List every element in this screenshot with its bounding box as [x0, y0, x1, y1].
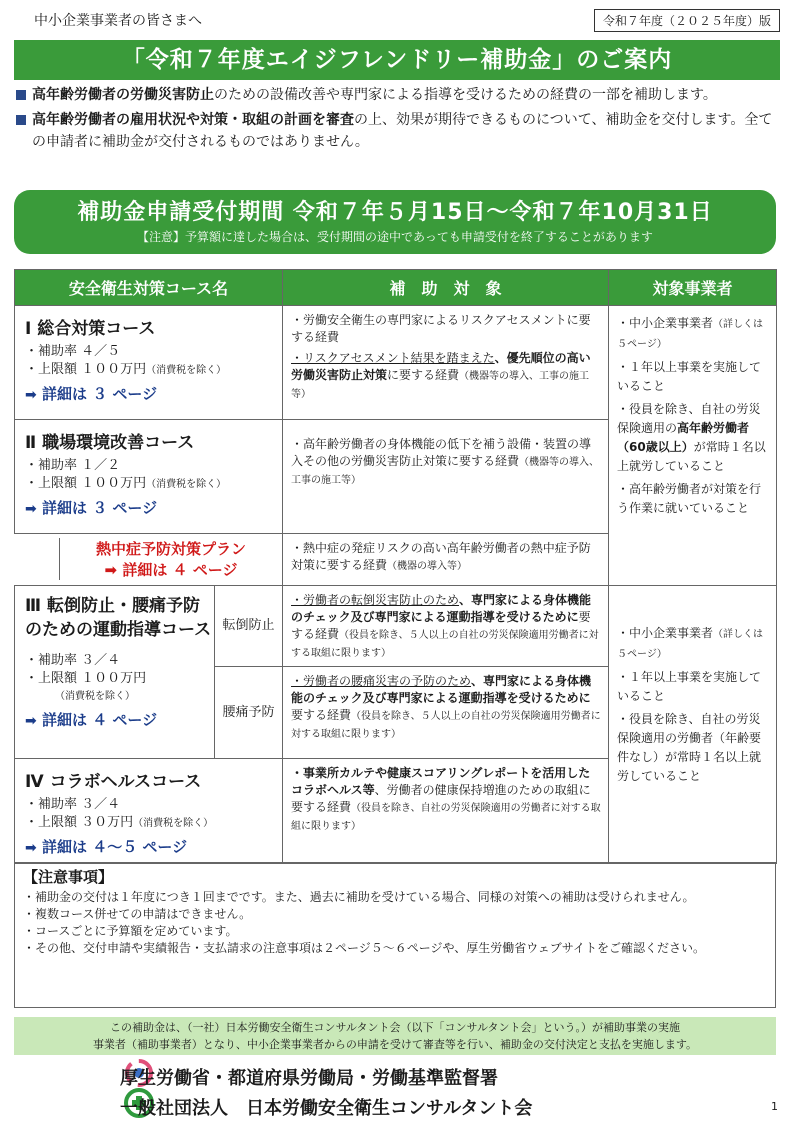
course-3-detail-link[interactable]: ➡ 詳細は ４ ページ	[25, 711, 158, 729]
sub-back-pain-prevention: 腰痛予防	[215, 667, 283, 759]
course-4-name: Ⅳ コラボヘルスコース	[25, 772, 202, 792]
arrow-right-icon: ➡	[25, 387, 37, 403]
arrow-right-icon: ➡	[25, 840, 37, 856]
heat-plan-target: ・熱中症の発症リスクの高い高年齢労働者の熱中症予防対策に要する経費（機器の導入等）	[283, 534, 609, 586]
year-badge: 令和７年度（２０２５年度）版	[594, 9, 780, 32]
course-1-limit: ・上限額 １００万円（消費税を除く）	[25, 362, 227, 377]
course-3-target-back: ・労働者の腰痛災害の予防のため、専門家による身体機能のチェック及び専門家による運動指導を受けるために要する経費（役員を除き、５人以上の自社の労災保険適用労働者に対する取組に限ります）	[283, 667, 609, 759]
period-dates: 補助金申請受付期間 令和７年５月15日～令和７年10月31日	[77, 200, 713, 225]
caution-item: ・複数コース併せての申請はできません。	[23, 907, 252, 921]
caution-item: ・補助金の交付は１年度につき１回までです。また、過去に補助を受けている場合、同様の対策への補助は受けられません。	[23, 890, 695, 904]
arrow-right-icon: ➡	[25, 713, 37, 729]
page-title: 「令和７年度エイジフレンドリー補助金」のご案内	[14, 40, 780, 80]
eligible-group-2: ・中小企業事業者（詳しくは５ページ） ・１年以上事業を実施していること ・役員を除き、自社の労災保険適用の労働者（年齢要件なし）が常時１名以上就労していること	[609, 586, 777, 864]
course-3-rate: ・補助率 ３／４	[25, 653, 121, 668]
course-1-name: Ⅰ 総合対策コース	[25, 319, 156, 339]
course-table	[14, 269, 777, 864]
header-target: 補 助 対 象	[283, 270, 609, 306]
cautions-box	[14, 862, 776, 1008]
course-3-limit: ・上限額 １００万円	[25, 671, 147, 686]
caution-item: ・その他、交付申請や実績報告・支払請求の注意事項は２ページ５～６ページや、厚生労働省ウェブサイトをご確認ください。	[23, 941, 705, 955]
course-2-detail-link[interactable]: ➡ 詳細は ３ ページ	[25, 499, 158, 517]
intro-section	[14, 84, 784, 156]
heat-plan-cell	[15, 534, 283, 586]
course-1-target: ・労働安全衛生の専門家によるリスクアセスメントに要する経費 ・リスクアセスメント結果を踏まえた、優先順位の高い労働災害防止対策に要する経費（機器等の導入、工事の施工等）	[283, 306, 609, 420]
header-eligible: 対象事業者	[609, 270, 777, 306]
eligible-group-1: ・中小企業事業者（詳しくは５ページ） ・１年以上事業を実施していること ・役員を除き、自社の労災保険適用の高年齢労働者（60歳以上）が常時１名以上就労していること ・高年齢労働者が対策を行う作業に就いていること	[609, 306, 777, 586]
heat-plan-name: 熱中症予防対策プラン	[96, 540, 247, 558]
heat-plan-detail-link[interactable]: ➡ 詳細は ４ ページ	[104, 561, 238, 579]
cautions-title: 【注意事項】	[23, 868, 114, 886]
page-number: 1	[771, 1100, 778, 1113]
course-4-detail-link[interactable]: ➡ 詳細は ４～５ ページ	[25, 838, 188, 856]
course-2-name: Ⅱ 職場環境改善コース	[25, 433, 195, 453]
sub-fall-prevention: 転倒防止	[215, 586, 283, 667]
course-1-detail-link[interactable]: ➡ 詳細は ３ ページ	[25, 385, 158, 403]
course-2-limit: ・上限額 １００万円（消費税を除く）	[25, 476, 227, 491]
header-course: 安全衛生対策コース名	[15, 270, 283, 306]
application-period-banner	[14, 190, 776, 254]
arrow-right-icon: ➡	[104, 561, 118, 579]
implementer-note: この補助金は、（一社）日本労働安全衛生コンサルタント会（以下「コンサルタント会」という。）が補助事業の実施 事業者（補助事業者）となり、中小企業事業者からの申請を受けて審査等を行い、補助金の交付決定と支払を実施します。	[14, 1017, 776, 1055]
organization-consultant-association: 一般社団法人 日本労働安全衛生コンサルタント会	[120, 1098, 533, 1119]
period-note: 【注意】予算額に達した場合は、受付期間の途中であっても申請受付を終了することがあります	[137, 230, 653, 244]
intro-paragraph-1: 高年齢労働者の労働災害防止のための設備改善や専門家による指導を受けるための経費の一部を補助します。	[14, 84, 784, 106]
course-2-rate: ・補助率 １／２	[25, 458, 121, 473]
caution-item: ・コースごとに予算額を定めています。	[23, 924, 238, 938]
intro-paragraph-2: 高年齢労働者の雇用状況や対策・取組の計画を審査の上、効果が期待できるものについて、補助金を交付します。全ての申請者に補助金が交付されるものではありません。	[14, 109, 784, 153]
course-3-cell	[15, 586, 215, 759]
course-4-cell	[15, 759, 283, 864]
course-2-cell	[15, 420, 283, 534]
course-4-rate: ・補助率 ３／４	[25, 797, 121, 812]
organization-mhlw: 厚生労働省・都道府県労働局・労働基準監督署	[120, 1068, 498, 1089]
course-3-target-fall: ・労働者の転倒災害防止のため、専門家による身体機能のチェック及び専門家による運動指導を受けるために要する経費（役員を除き、５人以上の自社の労災保険適用労働者に対する取組に限ります）	[283, 586, 609, 667]
arrow-right-icon: ➡	[25, 501, 37, 517]
course-4-target: ・事業所カルテや健康スコアリングレポートを活用したコラボヘルス等、労働者の健康保持増進のための取組に要する経費（役員を除き、自社の労災保険適用の労働者に対する取組に限ります）	[283, 759, 609, 864]
course-3-tax: （消費税を除く）	[55, 691, 135, 702]
course-1-cell	[15, 306, 283, 420]
course-3-name: Ⅲ 転倒防止・腰痛予防のための運動指導コース	[25, 596, 212, 640]
course-1-rate: ・補助率 ４／５	[25, 344, 121, 359]
course-4-limit: ・上限額 ３０万円（消費税を除く）	[25, 815, 214, 830]
course-2-target: ・高年齢労働者の身体機能の低下を補う設備・装置の導入その他の労働災害防止対策に要する経費（機器等の導入、工事の施工等）	[283, 420, 609, 534]
audience-label: 中小企業事業者の皆さまへ	[34, 13, 202, 29]
